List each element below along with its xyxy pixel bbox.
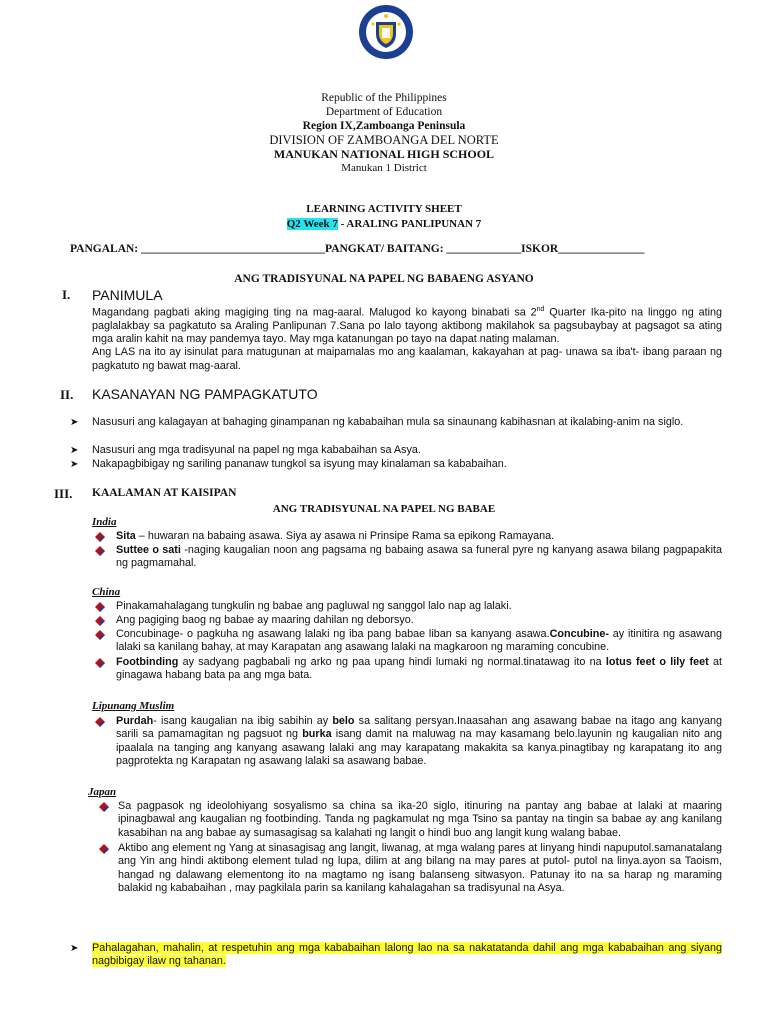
competency-item: Nakapagbibigay ng sariling pananaw tungkol sa isyung may kinalaman sa kababaihan.	[92, 458, 507, 470]
china-item-2: Ang pagiging baog ng babae ay maaring dahilan ng deborsyo.	[116, 614, 414, 626]
diamond-bullet-icon	[98, 843, 110, 855]
diamond-bullet-icon	[94, 629, 106, 641]
diamond-bullet-icon	[94, 657, 106, 669]
section-3-title: KAALAMAN AT KAISIPAN	[92, 487, 237, 499]
section-3-number: III.	[54, 486, 73, 501]
india-heading: India	[92, 516, 117, 528]
division-line: DIVISION OF ZAMBOANGA DEL NORTE	[269, 133, 499, 147]
competency-item: Nasusuri ang mga tradisyunal na papel ng mga kababaihan sa Asya.	[92, 444, 421, 456]
arrow-bullet-icon: ➤	[70, 459, 79, 470]
subject-label: - ARALING PANLIPUNAN 7	[337, 218, 482, 230]
sheet-heading	[0, 202, 768, 231]
muslim-heading: Lipunang Muslim	[92, 700, 175, 712]
diamond-bullet-icon	[94, 615, 106, 627]
section-3-subtitle: ANG TRADISYUNAL NA PAPEL NG BABAE	[272, 503, 496, 515]
deped-seal-icon	[358, 4, 414, 60]
diamond-bullet-icon	[94, 545, 106, 557]
document-title: ANG TRADISYUNAL NA PAPEL NG BABAENG ASYANO	[234, 273, 534, 285]
header	[0, 91, 768, 175]
region-line: Region IX,Zamboanga Peninsula	[302, 120, 466, 132]
intro-paragraph: Magandang pagbati aking magiging ting na mag-aaral. Malugod ko kayong binabati sa 2nd Quarter Ika-pito na linggo ng ating paglalakbay sa pagkatuto sa Araling Panlipunan 7.Sana po lalo tayong aktibong makilahok sa pagsubaybay at pagsagot sa ating mga aralin kahit na may pandemya tayo. May mga katanungan po tayo na dapat nating malaman. Ang LAS na ito ay isinulat para matugunan at maipamalas mo ang kaalaman, kakayahan at pag- unawa sa iba't- ibang paraan ng pagkatuto ng bawat mag-aaral.	[92, 306, 723, 372]
india-item-sita: Sita – huwaran na babaing asawa. Siya ay asawa ni Prinsipe Rama sa epikong Ramayana.	[116, 530, 555, 542]
week-label: Q2 Week 7	[286, 218, 338, 230]
section-field[interactable]: PANGKAT/ BAITANG: _____________	[325, 243, 522, 255]
diamond-bullet-icon	[98, 801, 110, 813]
department-line: Department of Education	[325, 106, 443, 118]
section-2-title: KASANAYAN NG PAMPAGKATUTO	[92, 386, 318, 402]
section-1-title: PANIMULA	[92, 287, 163, 303]
diamond-bullet-icon	[94, 716, 106, 728]
china-item-4: Footbinding ay sadyang pagbabali ng arko ng paa upang hindi lumaki ng normal.tinatawag ito na lotus feet o lily feet at ginagawa habang bata pa ang mga bata.	[116, 656, 722, 682]
china-heading: China	[92, 586, 121, 598]
japan-item-1: Sa pagpasok ng ideolohiyang sosyalismo sa china sa ika-20 siglo, itinuring na pantay ang babae at lalaki at maaring ipinagbawal ang kaugalian ng footbinding. Tanda ng pagkamulat ng mga Tsino sa pantay na tingin sa babae ay ang kanilang kasabihan na ang babae ay sumasagisag sa kalahati ng langit o hindi buo ang langit kung walang babae.	[118, 800, 722, 839]
closing-statement: Pahalagahan, mahalin, at respetuhin ang mga kababaihan lalong lao na sa nakatatanda dahil ang mga kababaihan ang siyang nagbibigay ilaw ng tahanan.	[92, 942, 722, 968]
section-1-number: I.	[62, 287, 71, 302]
name-field[interactable]: PANGALAN: ________________________________	[70, 243, 326, 255]
diamond-bullet-icon	[94, 531, 106, 543]
diamond-bullet-icon	[94, 601, 106, 613]
district-line: Manukan 1 District	[341, 162, 427, 174]
arrow-bullet-icon: ➤	[70, 445, 79, 456]
republic-line: Republic of the Philippines	[321, 92, 447, 104]
china-item-3: Concubinage- o pagkuha ng asawang lalaki ng iba pang babae liban sa kanyang asawa.Concubine- ay itinitira ng asawang lalaki sa kanilang bahay, at may Karapatan ang asawang lalaki na magkaroon ng maraming concubine.	[116, 628, 722, 654]
arrow-bullet-icon: ➤	[70, 943, 79, 954]
arrow-bullet-icon: ➤	[70, 417, 79, 428]
japan-item-2: Aktibo ang element ng Yang at sinasagisag ang langit, liwanag, at mga walang pares at linyang hindi napuputol.samanatalang ang Yin ang hindi aktibong element tulad ng lupa, dilim at ang bilang na may pares at putol- putol na linya.ayon sa Taoism, hangad ng dalawang elementong ito na magtamo ng isang balanseng sitwasyon. Patunay ito na sa harap ng maraming balakid ng kababaihan , may pagkilala parin sa kanilang kahalagahan sa tradisyunal na Asya.	[118, 842, 722, 894]
competency-item: Nasusuri ang kalagayan at bahaging ginampanan ng kababaihan mula sa sinaunang kabihasnan at ikalabing-anim na siglo.	[92, 416, 684, 428]
section-2-number: II.	[60, 387, 74, 402]
school-name: MANUKAN NATIONAL HIGH SCHOOL	[273, 147, 495, 161]
japan-heading: Japan	[88, 786, 117, 798]
student-info-line	[70, 243, 710, 255]
muslim-item-purdah: Purdah- isang kaugalian na ibig sabihin ay belo sa salitang persyan.Inaasahan ang asawang babae na itago ang kanyang sarili sa pamamagitan ng pagsuot ng burka isang damit na maluwag na may kasamang belo.layunin ng kaugalian nito ang ipaalala na tanging ang kanyang asawang lalaki ang may karapatang makakita sa kanya.pinagtibay ng karapatang ito ang pagprotekta ng Karapatan ng asawang lalaki sa asawang babae.	[116, 715, 722, 767]
china-item-1: Pinakamahalagang tungkulin ng babae ang pagluwal ng sanggol lalo nap ag lalaki.	[116, 600, 512, 612]
sheet-title: LEARNING ACTIVITY SHEET	[306, 203, 462, 215]
score-field[interactable]: ISKOR_______________	[521, 243, 645, 255]
india-item-suttee: Suttee o sati -naging kaugalian noon ang pagsama ng babaing asawa sa funeral pyre ng kanyang asawa bilang pagpapakita ng pagmamahal.	[116, 544, 722, 570]
